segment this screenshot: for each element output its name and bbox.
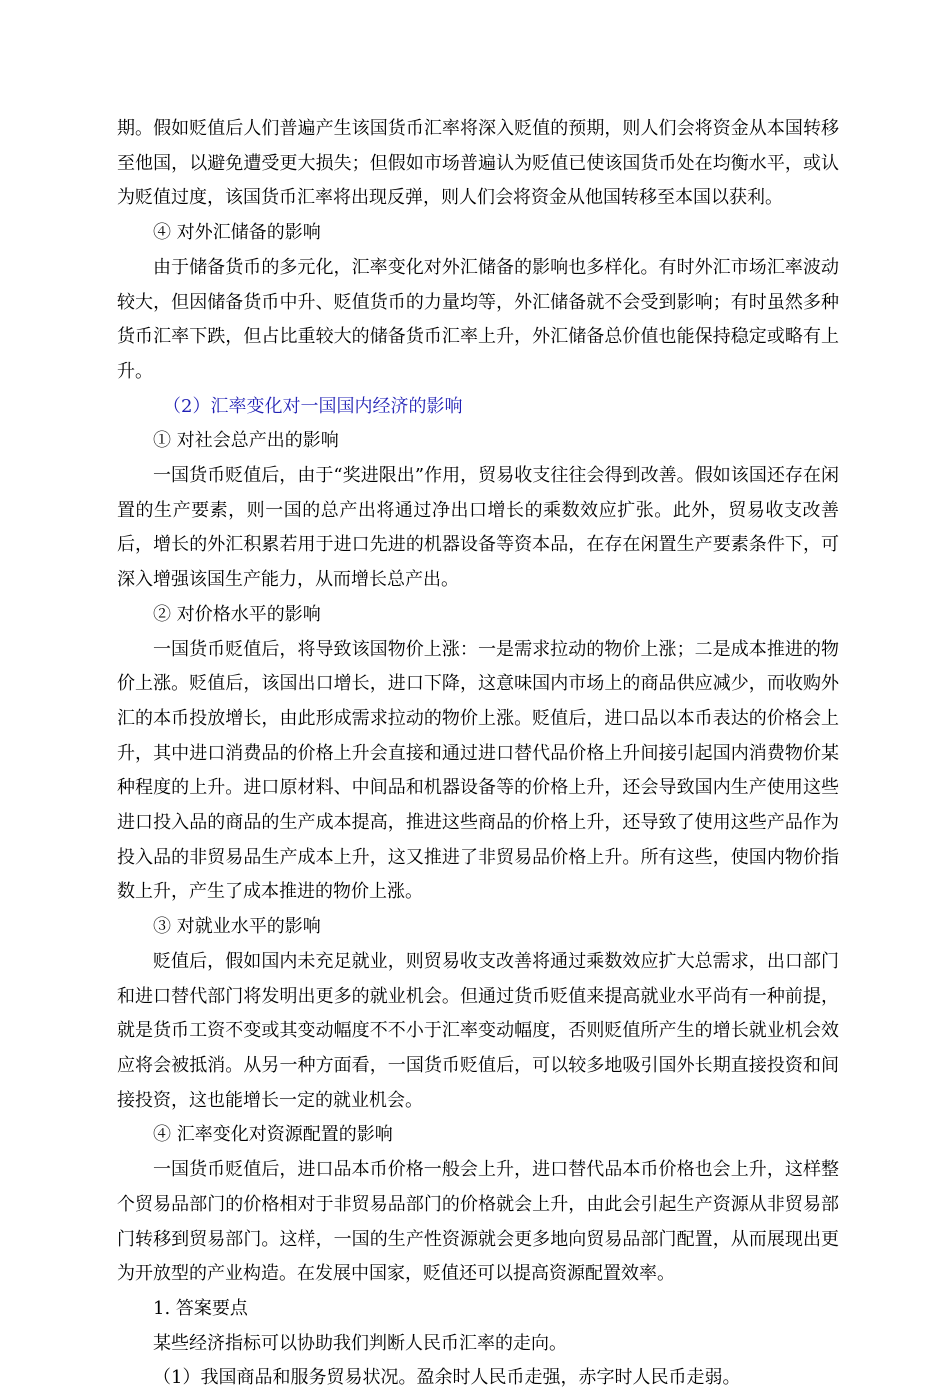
paragraph-resource-allocation: 一国货币贬值后，进口品本币价格一般会上升，进口替代品本币价格也会上升，这样整个贸易品部门的价格相对于非贸易品部门的价格就会上升，由此会引起生产资源从非贸易部门转移到贸易部门。这样，一国的生产性资源就会更多地向贸易品部门配置，从而展现出更为开放型的产业构造。在发展中国家，贬值还可以提高资源配置效率。 — [117, 1159, 839, 1285]
paragraph-employment: 贬值后，假如国内未充足就业，则贸易收支改善将通过乘数效应扩大总需求，出口部门和进口替代部门将发明出更多的就业机会。但通过货币贬值来提高就业水平尚有一种前提，就是货币工资不变或其变动幅度不不小于汇率变动幅度，否则贬值所产生的增长就业机会效应将会被抵消。从另一种方面看，一国货币贬值后，可以较多地吸引国外长期直接投资和间接投资，这也能增长一定的就业机会。 — [117, 950, 839, 1111]
list-item-trade-status: （1）我国商品和服务贸易状况。盈余时人民币走强，赤字时人民币走弱。 — [153, 1367, 741, 1389]
document-page — [117, 112, 839, 1396]
paragraph-price-level: 一国货币贬值后，将导致该国物价上涨：一是需求拉动的物价上涨；二是成本推进的物价上涨。贬值后，该国出口增长，进口下降，这意味国内市场上的商品供应减少，而收购外汇的本币投放增长，由此形成需求拉动的物价上涨。贬值后，进口品以本币表达的价格会上升，其中进口消费品的价格上升会直接和通过进口替代品价格上升间接引起国内消费物价某种程度的上升。进口原材料、中间品和机器设备等的价格上升，还会导致国内生产使用这些进口投入品的商品的生产成本提高，推进这些商品的价格上升，还导致了使用这些产品作为投入品的非贸易品生产成本上升，这又推进了非贸易品价格上升。所有这些，使国内物价指数上升，产生了成本推进的物价上涨。 — [117, 638, 839, 903]
subheading-resource-allocation: ④ 汇率变化对资源配置的影响 — [153, 1124, 393, 1146]
subheading-price-level: ② 对价格水平的影响 — [153, 603, 321, 625]
subheading-total-output: ① 对社会总产出的影响 — [153, 430, 339, 452]
subheading-answer-points: 1. 答案要点 — [153, 1297, 248, 1319]
paragraph-answer-intro: 某些经济指标可以协助我们判断人民币汇率的走向。 — [153, 1332, 567, 1354]
paragraph-total-output: 一国货币贬值后，由于“奖进限出”作用，贸易收支往往会得到改善。假如该国还存在闲置的生产要素，则一国的总产出将通过净出口增长的乘数效应扩张。此外，贸易收支改善后，增长的外汇积累若用于进口先进的机器设备等资本品，在存在闲置生产要素条件下，可深入增强该国生产能力，从而增长总产出。 — [117, 465, 839, 591]
paragraph-capital-flow-cont: 期。假如贬值后人们普遍产生该国货币汇率将深入贬值的预期，则人们会将资金从本国转移至他国，以避免遭受更大损失；但假如市场普遍认为贬值已使该国货币处在均衡水平，或认为贬值过度，该国货币汇率将出现反弹，则人们会将资金从他国转移至本国以获利。 — [117, 118, 839, 209]
section-heading-domestic-economy: （2）汇率变化对一国国内经济的影响 — [163, 395, 463, 417]
subheading-fx-reserves: ④ 对外汇储备的影响 — [153, 222, 321, 244]
paragraph-fx-reserves: 由于储备货币的多元化，汇率变化对外汇储备的影响也多样化。有时外汇市场汇率波动较大，但因储备货币中升、贬值货币的力量均等，外汇储备就不会受到影响；有时虽然多种货币汇率下跌，但占比重较大的储备货币汇率上升，外汇储备总价值也能保持稳定或略有上升。 — [117, 256, 839, 382]
subheading-employment: ③ 对就业水平的影响 — [153, 916, 321, 938]
